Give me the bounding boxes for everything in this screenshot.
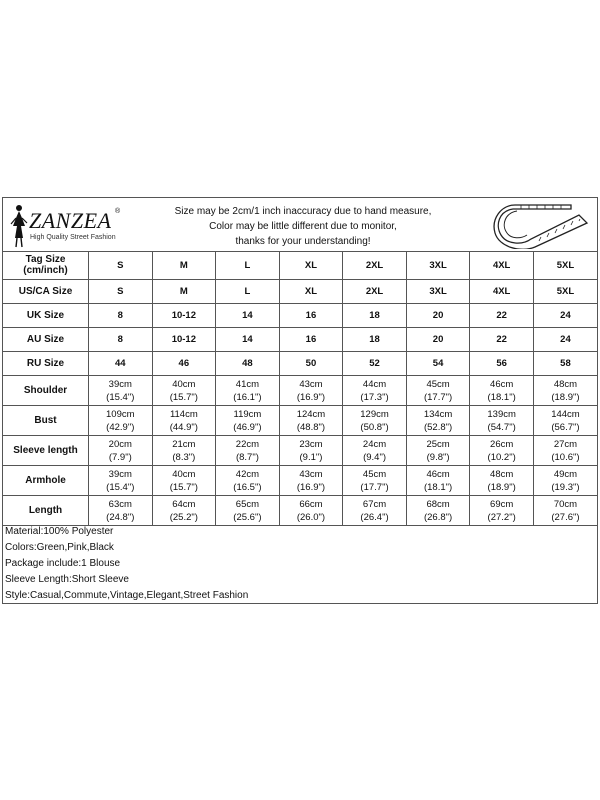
inch-value: (17.7") xyxy=(423,391,453,403)
table-cell xyxy=(343,376,407,406)
cm-value: 40cm xyxy=(172,378,196,390)
table-cell xyxy=(152,466,216,496)
chart-header xyxy=(3,198,597,252)
inch-value: (8.3") xyxy=(172,451,196,463)
cm-value: 26cm xyxy=(490,438,514,450)
inch-value: (25.6") xyxy=(233,511,262,523)
table-cell: 4XL xyxy=(470,280,534,304)
inch-value: (19.3") xyxy=(551,481,580,493)
cm-value: 25cm xyxy=(426,438,450,450)
table-cell xyxy=(152,496,216,526)
inch-value: (27.2") xyxy=(487,511,516,523)
tag-size-header: Tag Size (cm/inch) xyxy=(3,251,89,280)
table-cell xyxy=(533,496,597,526)
table-cell: 16 xyxy=(279,328,343,352)
cm-value: 119cm xyxy=(233,408,262,420)
measuring-tape-icon xyxy=(491,201,591,249)
cm-value: 43cm xyxy=(299,468,323,480)
spec-package: Package include:1 Blouse xyxy=(5,558,121,569)
table-cell: 22 xyxy=(470,328,534,352)
cm-value: 23cm xyxy=(299,438,323,450)
table-row xyxy=(3,466,597,496)
table-cell xyxy=(533,436,597,466)
inch-value: (26.4") xyxy=(360,511,389,523)
measurement-notice xyxy=(143,204,463,249)
table-cell xyxy=(343,466,407,496)
inch-value: (17.3") xyxy=(360,391,389,403)
inch-value: (15.7") xyxy=(169,481,198,493)
cm-value: 70cm xyxy=(553,498,578,510)
table-cell xyxy=(343,496,407,526)
inch-value: (9.8") xyxy=(426,451,450,463)
table-cell xyxy=(216,436,280,466)
cm-value: 49cm xyxy=(553,468,578,480)
inch-value: (16.9") xyxy=(296,391,326,403)
cm-value: 20cm xyxy=(108,438,132,450)
notice-line: Size may be 2cm/1 inch inaccuracy due to hand measure, xyxy=(174,206,432,217)
spec-style: Style:Casual,Commute,Vintage,Elegant,Street Fashion xyxy=(5,590,249,601)
table-cell: 48 xyxy=(216,352,280,376)
cm-value: 129cm xyxy=(360,408,389,420)
table-cell xyxy=(279,376,343,406)
cm-value: 43cm xyxy=(299,378,323,390)
cm-value: 27cm xyxy=(553,438,578,450)
cm-value: 48cm xyxy=(490,468,514,480)
registered-mark: ® xyxy=(115,208,121,215)
notice-line: Color may be little different due to monitor, xyxy=(209,221,397,232)
table-cell xyxy=(470,466,534,496)
cm-value: 139cm xyxy=(487,408,516,420)
table-cell xyxy=(152,406,216,436)
table-cell xyxy=(470,376,534,406)
cm-value: 46cm xyxy=(426,468,450,480)
cm-value: 124cm xyxy=(296,408,326,420)
table-cell: 14 xyxy=(216,304,280,328)
table-cell xyxy=(216,376,280,406)
inch-value: (54.7") xyxy=(487,421,516,433)
table-cell xyxy=(216,406,280,436)
table-cell: 10-12 xyxy=(152,328,216,352)
inch-value: (46.9") xyxy=(233,421,262,433)
table-cell: 8 xyxy=(89,304,153,328)
table-cell: 24 xyxy=(533,304,597,328)
table-cell xyxy=(343,436,407,466)
cm-value: 42cm xyxy=(235,468,260,480)
table-row xyxy=(3,436,597,466)
size-header-cell: 3XL xyxy=(406,251,470,280)
table-cell xyxy=(216,496,280,526)
cm-value: 45cm xyxy=(426,378,450,390)
row-label: Armhole xyxy=(3,466,89,496)
table-cell xyxy=(470,436,534,466)
table-cell xyxy=(279,466,343,496)
inch-value: (18.9") xyxy=(487,481,516,493)
table-cell: L xyxy=(216,280,280,304)
cm-value: 109cm xyxy=(106,408,135,420)
cm-value: 144cm xyxy=(551,408,580,420)
table-cell xyxy=(470,406,534,436)
table-cell: 58 xyxy=(533,352,597,376)
inch-value: (16.5") xyxy=(233,481,262,493)
table-cell: 10-12 xyxy=(152,304,216,328)
inch-value: (10.2") xyxy=(487,451,516,463)
table-cell: 22 xyxy=(470,304,534,328)
fashion-figure-icon xyxy=(9,204,29,248)
table-cell xyxy=(406,496,470,526)
inch-value: (50.8") xyxy=(360,421,389,433)
inch-value: (18.1") xyxy=(487,391,516,403)
table-cell xyxy=(279,406,343,436)
table-cell: 52 xyxy=(343,352,407,376)
inch-value: (26.0") xyxy=(296,511,326,523)
spec-sleeve: Sleeve Length:Short Sleeve xyxy=(5,574,129,585)
cm-value: 66cm xyxy=(299,498,323,510)
cm-value: 45cm xyxy=(362,468,387,480)
table-cell: 16 xyxy=(279,304,343,328)
inch-value: (18.9") xyxy=(551,391,580,403)
inch-value: (17.7") xyxy=(360,481,389,493)
table-cell: 44 xyxy=(89,352,153,376)
table-row xyxy=(3,280,597,304)
table-cell xyxy=(279,436,343,466)
table-cell: S xyxy=(89,280,153,304)
table-cell xyxy=(279,496,343,526)
table-cell xyxy=(152,436,216,466)
table-cell xyxy=(89,406,153,436)
size-header-cell: L xyxy=(216,251,280,280)
table-row xyxy=(3,352,597,376)
row-label: UK Size xyxy=(3,304,89,328)
table-cell: XL xyxy=(279,280,343,304)
size-header-cell: S xyxy=(89,251,153,280)
spec-material: Material:100% Polyester xyxy=(5,526,114,537)
inch-value: (9.4") xyxy=(363,451,386,463)
cm-value: 69cm xyxy=(490,498,514,510)
table-cell xyxy=(533,406,597,436)
row-label: Shoulder xyxy=(3,376,89,406)
cm-value: 68cm xyxy=(426,498,450,510)
table-cell xyxy=(470,496,534,526)
cm-value: 114cm xyxy=(169,408,198,420)
inch-value: (52.8") xyxy=(423,421,453,433)
cm-value: 41cm xyxy=(235,378,260,390)
size-header-cell: XL xyxy=(279,251,343,280)
table-cell xyxy=(406,376,470,406)
cm-value: 63cm xyxy=(108,498,132,510)
product-specs xyxy=(3,524,599,604)
cm-value: 40cm xyxy=(172,468,196,480)
table-cell: 46 xyxy=(152,352,216,376)
size-header-cell: M xyxy=(152,251,216,280)
table-cell: 24 xyxy=(533,328,597,352)
inch-value: (18.1") xyxy=(423,481,453,493)
table-row xyxy=(3,376,597,406)
table-cell xyxy=(89,436,153,466)
inch-value: (16.1") xyxy=(233,391,262,403)
inch-value: (48.8") xyxy=(296,421,326,433)
table-cell xyxy=(406,436,470,466)
table-row xyxy=(3,496,597,526)
inch-value: (56.7") xyxy=(551,421,580,433)
inch-value: (42.9") xyxy=(106,421,135,433)
table-cell xyxy=(89,496,153,526)
inch-value: (26.8") xyxy=(423,511,453,523)
table-cell: 20 xyxy=(406,328,470,352)
inch-value: (25.2") xyxy=(169,511,198,523)
brand-name: ZANZEA xyxy=(29,208,112,233)
row-label: Bust xyxy=(3,406,89,436)
cm-value: 65cm xyxy=(235,498,260,510)
row-label: Length xyxy=(3,496,89,526)
size-chart-sheet xyxy=(2,197,598,604)
table-cell xyxy=(89,376,153,406)
inch-value: (15.4") xyxy=(106,481,135,493)
table-cell: 3XL xyxy=(406,280,470,304)
table-cell: 14 xyxy=(216,328,280,352)
table-cell: 2XL xyxy=(343,280,407,304)
notice-line: thanks for your understanding! xyxy=(235,236,371,247)
inch-value: (27.6") xyxy=(551,511,580,523)
size-table xyxy=(3,251,597,526)
cm-value: 46cm xyxy=(490,378,514,390)
table-cell: 18 xyxy=(343,304,407,328)
table-row xyxy=(3,406,597,436)
table-cell: 20 xyxy=(406,304,470,328)
row-label: US/CA Size xyxy=(3,280,89,304)
cm-value: 64cm xyxy=(172,498,196,510)
table-cell: 5XL xyxy=(533,280,597,304)
table-cell xyxy=(406,406,470,436)
table-cell: M xyxy=(152,280,216,304)
table-cell xyxy=(343,406,407,436)
inch-value: (16.9") xyxy=(296,481,326,493)
inch-value: (9.1") xyxy=(299,451,323,463)
table-cell: 54 xyxy=(406,352,470,376)
table-cell xyxy=(152,376,216,406)
cm-value: 39cm xyxy=(108,468,132,480)
table-cell xyxy=(89,466,153,496)
cm-value: 134cm xyxy=(423,408,453,420)
table-cell: 8 xyxy=(89,328,153,352)
cm-value: 67cm xyxy=(362,498,387,510)
cm-value: 21cm xyxy=(172,438,196,450)
table-cell xyxy=(406,466,470,496)
table-cell xyxy=(533,466,597,496)
table-cell: 18 xyxy=(343,328,407,352)
cm-value: 22cm xyxy=(235,438,260,450)
table-cell xyxy=(533,376,597,406)
inch-value: (24.8") xyxy=(106,511,135,523)
inch-value: (7.9") xyxy=(108,451,132,463)
row-label: Sleeve length xyxy=(3,436,89,466)
brand-tagline: High Quality Street Fashion xyxy=(30,234,116,241)
inch-value: (15.7") xyxy=(169,391,198,403)
inch-value: (8.7") xyxy=(235,451,259,463)
size-header-cell: 2XL xyxy=(343,251,407,280)
table-row xyxy=(3,328,597,352)
table-cell: 56 xyxy=(470,352,534,376)
table-row xyxy=(3,304,597,328)
brand-logo xyxy=(9,204,129,248)
cm-value: 39cm xyxy=(108,378,132,390)
size-header-cell: 5XL xyxy=(533,251,597,280)
inch-value: (15.4") xyxy=(106,391,135,403)
inch-value: (10.6") xyxy=(551,451,580,463)
table-row xyxy=(3,251,597,280)
cm-value: 44cm xyxy=(362,378,387,390)
spec-colors: Colors:Green,Pink,Black xyxy=(5,542,114,553)
cm-value: 48cm xyxy=(553,378,578,390)
size-header-cell: 4XL xyxy=(470,251,534,280)
row-label: AU Size xyxy=(3,328,89,352)
cm-value: 24cm xyxy=(362,438,387,450)
table-cell xyxy=(216,466,280,496)
table-cell: 50 xyxy=(279,352,343,376)
row-label: RU Size xyxy=(3,352,89,376)
inch-value: (44.9") xyxy=(169,421,198,433)
